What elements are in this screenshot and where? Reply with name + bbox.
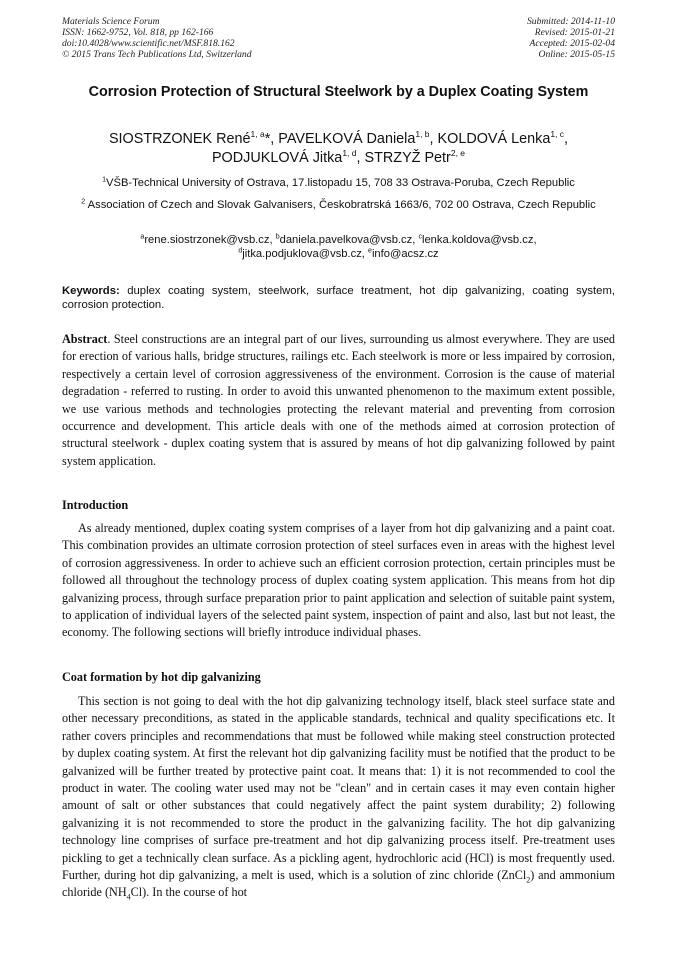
email-marker: b xyxy=(275,233,280,241)
affiliation-1 xyxy=(62,176,615,190)
author-name: STRZYŽ Petr xyxy=(364,150,451,166)
affiliation-2 xyxy=(62,198,615,212)
author-affil-marker: 1, d xyxy=(342,148,357,159)
journal-name: Materials Science Forum xyxy=(62,16,160,27)
paper-title: Corrosion Protection of Structural Steelwork by a Duplex Coating System xyxy=(88,84,589,100)
author-separator: , xyxy=(356,150,365,166)
subscript: 4 xyxy=(126,892,131,902)
author-name: PODJUKLOVÁ Jitka xyxy=(211,150,343,166)
author-affil-marker: 2, e xyxy=(450,148,466,159)
section-heading-coat-formation: Coat formation by hot dip galvanizing xyxy=(62,670,261,684)
journal-copyright: © 2015 Trans Tech Publications Ltd, Switzerland xyxy=(62,49,252,60)
author-separator: , xyxy=(429,131,438,147)
email-link[interactable]: info@acsz.cz xyxy=(371,248,439,260)
email-link[interactable]: lenka.koldova@vsb.cz, xyxy=(421,234,537,246)
author-name: PAVELKOVÁ Daniela xyxy=(278,131,416,147)
submission-dates xyxy=(527,16,615,60)
affiliation-marker: 1 xyxy=(102,176,107,184)
keywords-text: duplex coating system, steelwork, surface treatment, hot dip galvanizing, coating system, corrosion protection. xyxy=(62,285,615,311)
coat-formation-paragraph xyxy=(62,693,615,902)
author-affil-marker: 1, c xyxy=(550,129,565,140)
affiliation-text: VŠB-Technical University of Ostrava, 17.listopadu 15, 708 33 Ostrava-Poruba, Czech Republic xyxy=(106,177,575,189)
author-separator: *, xyxy=(264,131,279,147)
coat-formation-text: Cl). In the course of hot xyxy=(130,885,248,900)
journal-issn: ISSN: 1662-9752, Vol. 818, pp 162-166 xyxy=(62,27,214,38)
abstract-label: Abstract xyxy=(62,332,108,346)
coat-formation-text: ) and ammonium chloride (NH xyxy=(62,868,616,900)
author-name: KOLDOVÁ Lenka xyxy=(437,131,551,147)
author-name: SIOSTRZONEK René xyxy=(108,131,251,147)
email-list xyxy=(62,233,615,261)
email-link[interactable]: jitka.podjuklova@vsb.cz, xyxy=(242,248,369,260)
keywords xyxy=(62,284,615,312)
date-accepted: Accepted: 2015-02-04 xyxy=(529,38,615,49)
keywords-label: Keywords: xyxy=(62,285,120,297)
journal-doi[interactable]: doi:10.4028/www.scientific.net/MSF.818.162 xyxy=(62,38,235,49)
date-submitted: Submitted: 2014-11-10 xyxy=(526,16,615,27)
date-online: Online: 2015-05-15 xyxy=(538,49,615,60)
email-link[interactable]: rene.siostrzonek@vsb.cz, xyxy=(144,234,276,246)
email-marker: e xyxy=(368,247,372,255)
author-separator: , xyxy=(564,131,569,147)
abstract-text: . Steel constructions are an integral part of our lives, surrounding us almost everywhere. They are used for erection of various halls, bridge structures, railings etc. Each steelwork is more or less impaired by corrosion, respectively a certain level of corrosion aggressiveness of the environment. Corrosion is the cause of material degradation - referred to rusting. In order to avoid this unwanted phenomenon to the maximum extent possible, we use various methods and technologies protecting the relevant material and preventing from corrosion occurrence and development. This article deals with one of the methods aimed at corrosion protection of structural steelwork - duplex coating system that is assured by means of hot dip galvanizing followed by paint system application. xyxy=(62,332,615,468)
date-revised: Revised: 2015-01-21 xyxy=(534,27,615,38)
subscript: 2 xyxy=(526,875,531,885)
abstract xyxy=(62,331,615,470)
email-marker: d xyxy=(238,247,243,255)
journal-info xyxy=(62,16,252,60)
section-heading-introduction: Introduction xyxy=(62,498,129,512)
coat-formation-text: This section is not going to deal with the hot dip galvanizing technology itself, black steel surface state and other necessary preconditions, as stated in the applicable standards, technical and quality specifications etc. It rather covers principles and recommendations that must be followed while making steel construction protected by duplex coating system. At first the relevant hot dip galvanizing facility must be notified that the product to be galvanized will be further treated by protective paint coat. It means that: 1) it is not recommended to cool the product in water. The cooling water used may not be "clean" and in certain cases it may even contain higher amount of salt or other substances that could negatively affect the paint system durability; 2) following galvanizing it is not recommended to store the product in the galvanizing facility. The hot dip galvanizing technology line comprises of surface pre-treatment and hot dip galvanizing process itself. Pre-treatment uses pickling to get a technically clean surface. As a pickling agent, hydrochloric acid (HCl) is most frequently used. Further, during hot dip galvanizing, a melt is used, which is a solution of zinc chloride (ZnCl xyxy=(62,694,615,883)
email-marker: a xyxy=(140,233,145,241)
author-affil-marker: 1, a xyxy=(250,129,265,140)
email-link[interactable]: daniela.pavelkova@vsb.cz, xyxy=(279,234,419,246)
author-affil-marker: 1, b xyxy=(415,129,430,140)
affiliation-marker: 2 xyxy=(81,198,86,206)
author-list xyxy=(62,130,615,168)
email-marker: c xyxy=(418,233,422,241)
affiliation-text: Association of Czech and Slovak Galvanisers, Českobratrská 1663/6, 702 00 Ostrava, Czech Republic xyxy=(85,199,596,211)
introduction-paragraph: As already mentioned, duplex coating system comprises of a layer from hot dip galvanizing and a paint coat. This combination provides an ultimate corrosion protection of steel surfaces even in areas with the highest level of corrosion aggressiveness. In order to achieve such an efficient corrosion protection, certain principles must be followed all throughout the technology process of duplex coating system application. This means from hot dip galvanizing process, through surface preparation prior to paint application and selection of suitable paint system, to application of individual layers of the selected paint system, inspection of paint and also, last but not least, the economy. The following sections will briefly introduce individual phases. xyxy=(62,521,615,640)
